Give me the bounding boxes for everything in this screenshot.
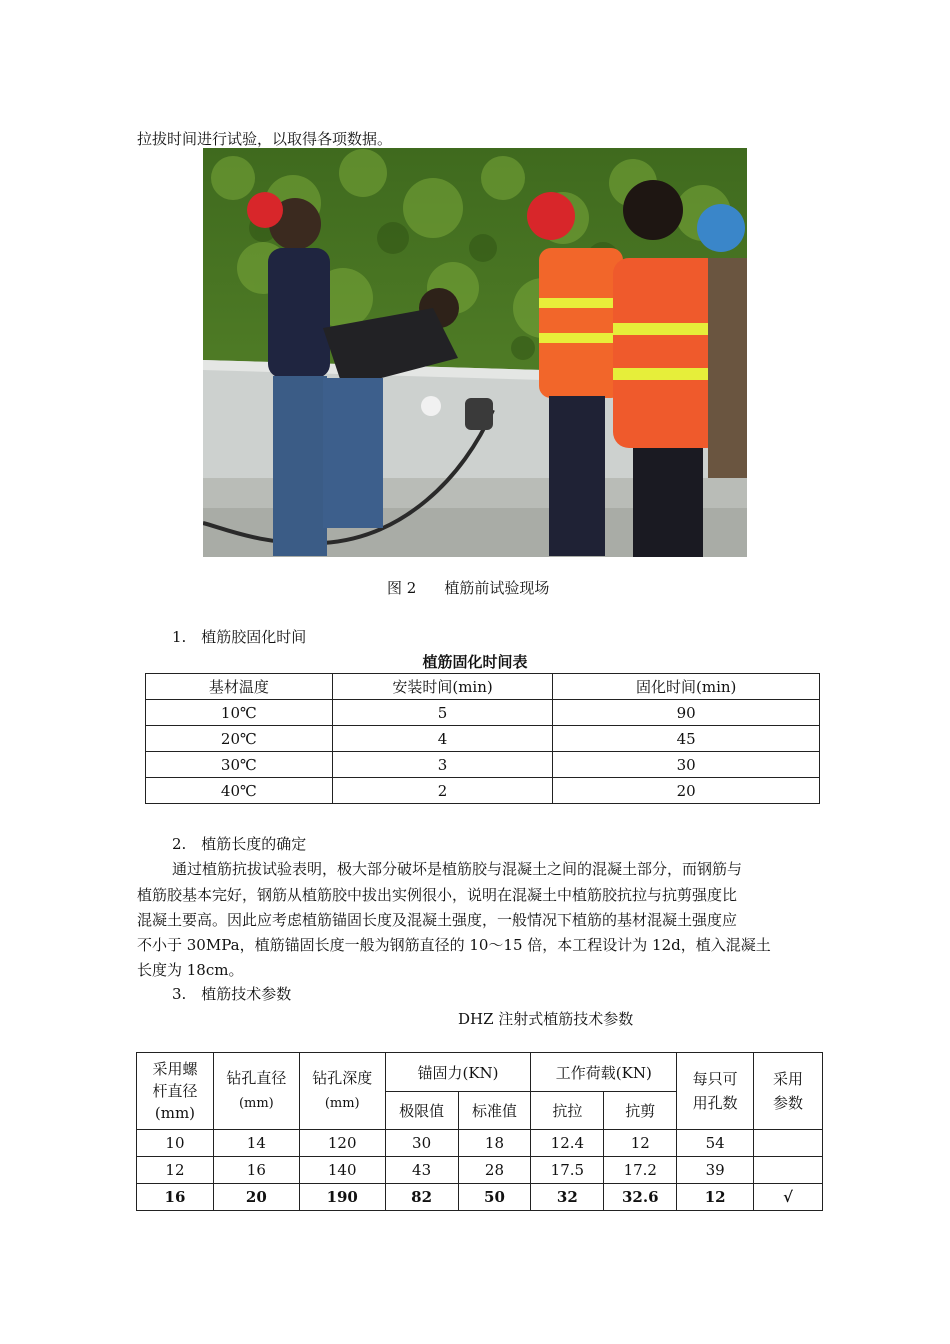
header-hole-depth: 钻孔深度 (mm) (299, 1053, 385, 1130)
table-cell: 16 (137, 1184, 214, 1211)
table-cell: 12 (604, 1130, 677, 1157)
table-header-row (137, 1053, 823, 1092)
table-cell: 28 (458, 1157, 531, 1184)
table-cell: 43 (385, 1157, 458, 1184)
table-cell: 18 (458, 1130, 531, 1157)
paragraph-line: 植筋胶基本完好，钢筋从植筋胶中拔出实例很小，说明在混凝土中植筋胶抗拉与抗剪强度比 (137, 886, 738, 904)
table-2-title: DHZ 注射式植筋技术参数 (458, 1010, 634, 1028)
table-cell: 10 (137, 1130, 214, 1157)
section-3-heading: 3. 植筋技术参数 (172, 985, 292, 1003)
header-holes-per-unit: 每只可 用孔数 (677, 1053, 754, 1130)
paragraph-line: 混凝土要高。因此应考虑植筋锚固长度及混凝土强度，一般情况下植筋的基材混凝土强度应 (137, 911, 738, 929)
table-cell: 14 (213, 1130, 299, 1157)
table-cell: 40℃ (146, 778, 333, 804)
table-cell: 12 (677, 1184, 754, 1211)
table-cell: 32 (531, 1184, 604, 1211)
table-cell: 90 (553, 700, 820, 726)
table-cell: 30℃ (146, 752, 333, 778)
check-mark-cell: √ (754, 1184, 823, 1211)
header-limit-value: 极限值 (385, 1092, 458, 1130)
paragraph-line: 长度为 18cm。 (137, 961, 244, 979)
table-cell: 20℃ (146, 726, 333, 752)
table-cell: 30 (385, 1130, 458, 1157)
paragraph-line: 通过植筋抗拔试验表明，极大部分破坏是植筋胶与混凝土之间的混凝土部分，而钢筋与 (172, 860, 743, 878)
header-cell: 固化时间(min) (553, 674, 820, 700)
table-row (146, 752, 820, 778)
intro-text: 拉拔时间进行试验，以取得各项数据。 (137, 130, 393, 148)
section-2-heading: 2. 植筋长度的确定 (172, 835, 307, 853)
figure-title: 植筋前试验现场 (444, 579, 550, 597)
header-cell: 基材温度 (146, 674, 333, 700)
table-row (146, 726, 820, 752)
header-standard-value: 标准值 (458, 1092, 531, 1130)
header-bolt-diameter: 采用螺 杆直径 (mm) (137, 1053, 214, 1130)
header-working-load: 工作荷载(KN) (531, 1053, 677, 1092)
table-cell: 190 (299, 1184, 385, 1211)
table-cell: 30 (553, 752, 820, 778)
table-cell: 39 (677, 1157, 754, 1184)
section-1-heading: 1. 植筋胶固化时间 (172, 628, 307, 646)
header-anchor-force: 锚固力(KN) (385, 1053, 531, 1092)
table-row-adopted (137, 1184, 823, 1211)
table-cell (754, 1157, 823, 1184)
table-cell: 17.5 (531, 1157, 604, 1184)
table-cell (754, 1130, 823, 1157)
table-row (146, 778, 820, 804)
table-cell: 32.6 (604, 1184, 677, 1211)
table-row (137, 1157, 823, 1184)
table-row (137, 1130, 823, 1157)
table-cell: 17.2 (604, 1157, 677, 1184)
table-cell: 82 (385, 1184, 458, 1211)
table-cell: 5 (332, 700, 553, 726)
table-cell: 12.4 (531, 1130, 604, 1157)
table-cell: 12 (137, 1157, 214, 1184)
header-tension: 抗拉 (531, 1092, 604, 1130)
figure-caption (387, 577, 549, 598)
header-hole-diameter: 钻孔直径 (mm) (213, 1053, 299, 1130)
header-adopted-params: 采用 参数 (754, 1053, 823, 1130)
paragraph-line: 不小于 30MPa，植筋锚固长度一般为钢筋直径的 10～15 倍，本工程设计为 12d，植入混凝土 (137, 936, 771, 954)
table-row (146, 700, 820, 726)
table-cell: 54 (677, 1130, 754, 1157)
table-cell: 120 (299, 1130, 385, 1157)
table-cell: 20 (213, 1184, 299, 1211)
figure-number: 图 2 (387, 579, 417, 597)
header-shear: 抗剪 (604, 1092, 677, 1130)
table-cell: 3 (332, 752, 553, 778)
table-cell: 140 (299, 1157, 385, 1184)
site-test-photo (203, 148, 747, 557)
table-cell: 50 (458, 1184, 531, 1211)
table-cell: 10℃ (146, 700, 333, 726)
table-header-row (146, 674, 820, 700)
table-cell: 2 (332, 778, 553, 804)
curing-time-table (145, 673, 820, 804)
technical-parameters-table (136, 1052, 823, 1211)
header-cell: 安装时间(min) (332, 674, 553, 700)
table-cell: 16 (213, 1157, 299, 1184)
table-cell: 20 (553, 778, 820, 804)
table-cell: 4 (332, 726, 553, 752)
table-cell: 45 (553, 726, 820, 752)
table-1-title: 植筋固化时间表 (422, 653, 528, 671)
